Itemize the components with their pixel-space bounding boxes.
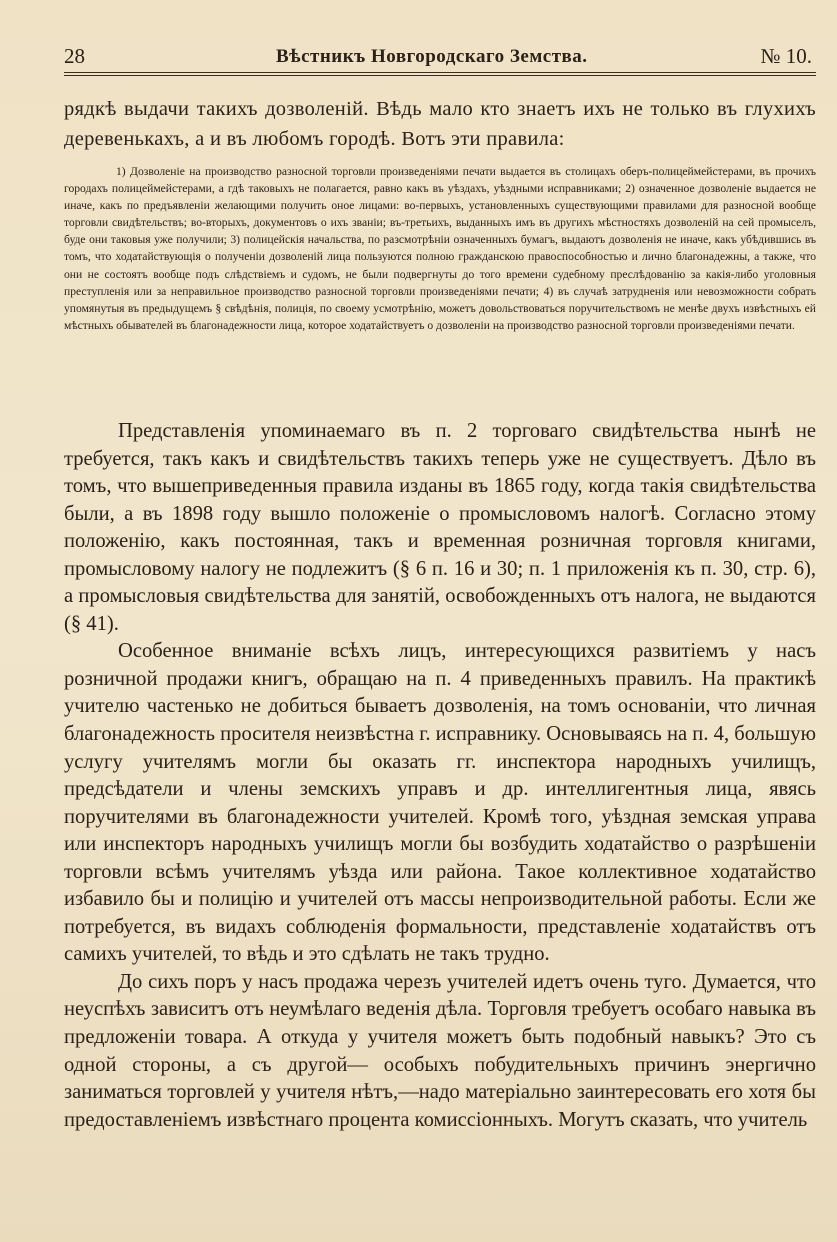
journal-title: Вѣстникъ Новгородскаго Земства.: [276, 46, 588, 67]
paragraph-2: Особенное вниманіе всѣхъ лицъ, интересующихся развитіемъ у насъ розничной продажи книгъ, обращаю на п. 4 приведенныхъ правилъ. На практикѣ учителю частенько не добиться бываетъ дозволенія, на томъ основаніи, что личная благонадежность просителя неизвѣстна г. исправнику. Основываясь на п. 4, большую услугу учителямъ могли бы оказать гг. инспектора народныхъ училищъ, предсѣдатели и члены земскихъ управъ и др. интеллигентныя лица, явясь поручителями въ благонадежности учителей. Кромѣ того, уѣздная земская управа или инспекторъ народныхъ училищъ могли бы возбудить ходатайство о разрѣшеніи торговли всѣмъ учителямъ уѣзда или района. Такое коллективное ходатайство избавило бы и полицію и учителей отъ массы непроизводительной работы. Если же потребуется, въ видахъ соблюденія формальности, представленіе ходатайствъ отъ самихъ учителей, то вѣдь и это сдѣлать не такъ трудно.: [64, 640, 816, 966]
rules-block: [64, 163, 816, 334]
page-number: 28: [64, 44, 85, 68]
rules-text: 1) Дозволеніе на производство разносной торговли произведеніями печати выдается въ столицахъ оберъ-полицеймейстерами, въ прочихъ городахъ полицеймейстерами, а гдѣ таковыхъ не полагается, равно какъ въ уѣздахъ, уѣздными исправниками; 2) означенное дозволеніе выдается не иначе, какъ по предъявленіи желающими получить оное лицами: во-первыхъ, установленныхъ существующими правилами для разносной вообще торговли свидѣтельствъ; во-вторыхъ, документовъ о ихъ званіи; въ-третьихъ, выданныхъ имъ въ другихъ мѣстностяхъ дозволеній на сей промыселъ, буде они таковыя уже получили; 3) полицейскія начальства, по разсмотрѣніи означенныхъ бумагъ, выдаютъ дозволенія не иначе, какъ убѣдившись въ томъ, что ходатайствующія о полученіи дозволеній лица пользуются полною гражданскою правоспособностью и лично благонадежны, а также, что они не состоятъ вообще подъ слѣдствіемъ и судомъ, не были подвергнуты до того времени судебному преслѣдованію за какія-либо уголовныя преступленія или за неправильное производство разносной торговли произведеніями печати; 4) въ случаѣ затрудненія или невозможности собрать упомянутыя въ предыдущемъ § свѣдѣнія, полиція, по своему усмотрѣнію, можетъ довольствоваться поручительствомъ не менѣе двухъ извѣстныхъ ей мѣстныхъ обывателей въ благонадежности лица, которое ходатайствуетъ о дозволеніи на производство разносной торговли произведеніями печати.: [64, 165, 816, 332]
lead-paragraph: рядкѣ выдачи такихъ дозволеній. Вѣдь мало кто знаетъ ихъ не только въ глухихъ деревенькахъ, а и въ любомъ городѣ. Вотъ эти правила:: [64, 98, 816, 150]
paragraph-3: До сихъ поръ у насъ продажа черезъ учителей идетъ очень туго. Думается, что неуспѣхъ зависитъ отъ неумѣлаго веденія дѣла. Торговля требуетъ особаго навыка въ предложеніи товара. А откуда у учителя можетъ быть подобный навыкъ? Это съ одной стороны, а съ другой— особыхъ побудительныхъ причинъ энергично заниматься торговлей у учителя нѣтъ,—надо матеріально заинтересовать его хотя бы предоставленіемъ извѣстнаго процента комиссіонныхъ. Могутъ сказать, что учитель: [64, 970, 816, 1131]
issue-number: № 10.: [760, 44, 812, 68]
paragraph-1: Представленія упоминаемаго въ п. 2 торговаго свидѣтельства нынѣ не требуется, такъ какъ и свидѣтельствъ такихъ теперь уже не существуетъ. Дѣло въ томъ, что вышеприведенныя правила изданы въ 1865 году, когда такія свидѣтельства были, а въ 1898 году вышло положеніе о промысловомъ налогѣ. Согласно этому положенію, какъ постоянная, такъ и временная розничная торговля книгами, промысловому налогу не подлежитъ (§ 6 п. 16 и 30; п. 1 приложенія къ п. 30, стр. 6), а промысловыя свидѣтельства для занятій, освобожденныхъ отъ налога, не выдаются (§ 41).: [64, 420, 816, 635]
main-text: [64, 418, 816, 1134]
header-rule-thin: [64, 75, 816, 76]
header-rule: [64, 72, 816, 73]
